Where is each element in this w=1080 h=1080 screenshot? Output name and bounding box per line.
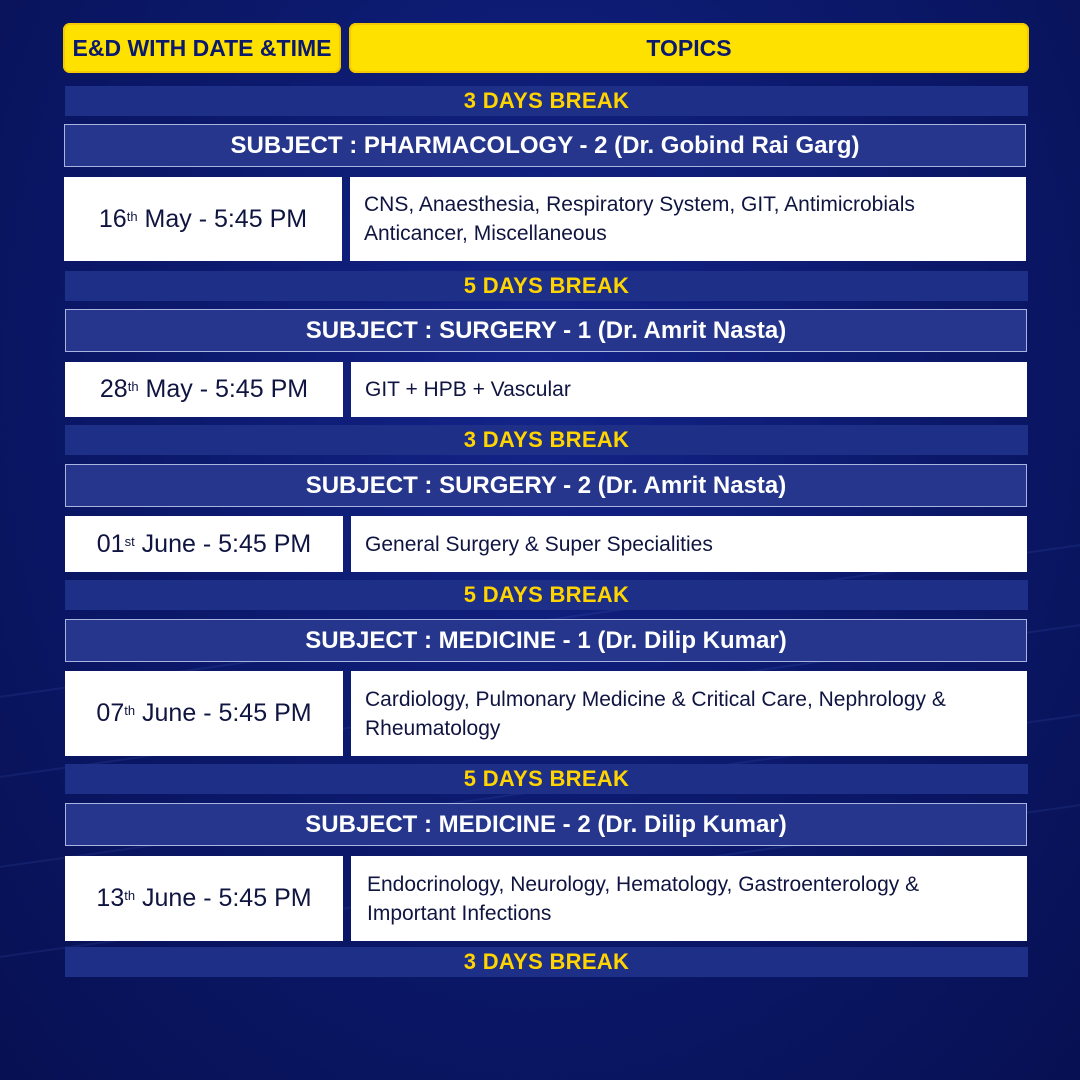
date-day: 28: [99, 375, 128, 403]
subject-bar: SUBJECT : SURGERY - 2 (Dr. Amrit Nasta): [65, 464, 1027, 507]
date-suffix: th: [126, 208, 138, 224]
date-rest: May - 5:45 PM: [144, 204, 308, 233]
date-day: 01: [96, 529, 125, 558]
header-date-column: E&D WITH DATE &TIME: [63, 23, 341, 73]
break-bar: 3 DAYS BREAK: [65, 425, 1028, 455]
session-topics: CNS, Anaesthesia, Respiratory System, GIT, Antimicrobials Anticancer, Miscellaneous: [350, 177, 1026, 261]
date-suffix: th: [124, 703, 136, 718]
session-topics: GIT + HPB + Vascular: [351, 362, 1027, 417]
date-rest: June - 5:45 PM: [142, 884, 312, 912]
break-bar: 3 DAYS BREAK: [65, 947, 1028, 977]
break-bar: 5 DAYS BREAK: [65, 764, 1028, 794]
session-topics: Cardiology, Pulmonary Medicine & Critical Care, Nephrology & Rheumatology: [351, 671, 1027, 756]
date-suffix: st: [124, 533, 135, 549]
date-day: 13: [96, 884, 125, 912]
date-day: 16: [98, 204, 127, 233]
session-topics: Endocrinology, Neurology, Hematology, Gastroenterology & Important Infections: [351, 856, 1027, 941]
session-date: [65, 856, 343, 941]
break-bar: 3 DAYS BREAK: [65, 86, 1028, 116]
date-rest: June - 5:45 PM: [142, 699, 312, 727]
date-suffix: th: [127, 379, 139, 394]
subject-bar: SUBJECT : MEDICINE - 1 (Dr. Dilip Kumar): [65, 619, 1027, 662]
session-date: [65, 516, 343, 572]
subject-bar: SUBJECT : SURGERY - 1 (Dr. Amrit Nasta): [65, 309, 1027, 352]
subject-bar: SUBJECT : MEDICINE - 2 (Dr. Dilip Kumar): [65, 803, 1027, 846]
session-date: [64, 177, 342, 261]
break-bar: 5 DAYS BREAK: [65, 580, 1028, 610]
session-topics: General Surgery & Super Specialities: [351, 516, 1027, 572]
session-date: [65, 671, 343, 756]
session-date: [65, 362, 343, 417]
header-topics-column: TOPICS: [349, 23, 1029, 73]
date-suffix: th: [124, 888, 136, 903]
subject-bar: SUBJECT : PHARMACOLOGY - 2 (Dr. Gobind Rai Garg): [64, 124, 1026, 167]
date-rest: May - 5:45 PM: [145, 375, 309, 403]
date-rest: June - 5:45 PM: [141, 529, 312, 558]
date-day: 07: [96, 699, 125, 727]
break-bar: 5 DAYS BREAK: [65, 271, 1028, 301]
